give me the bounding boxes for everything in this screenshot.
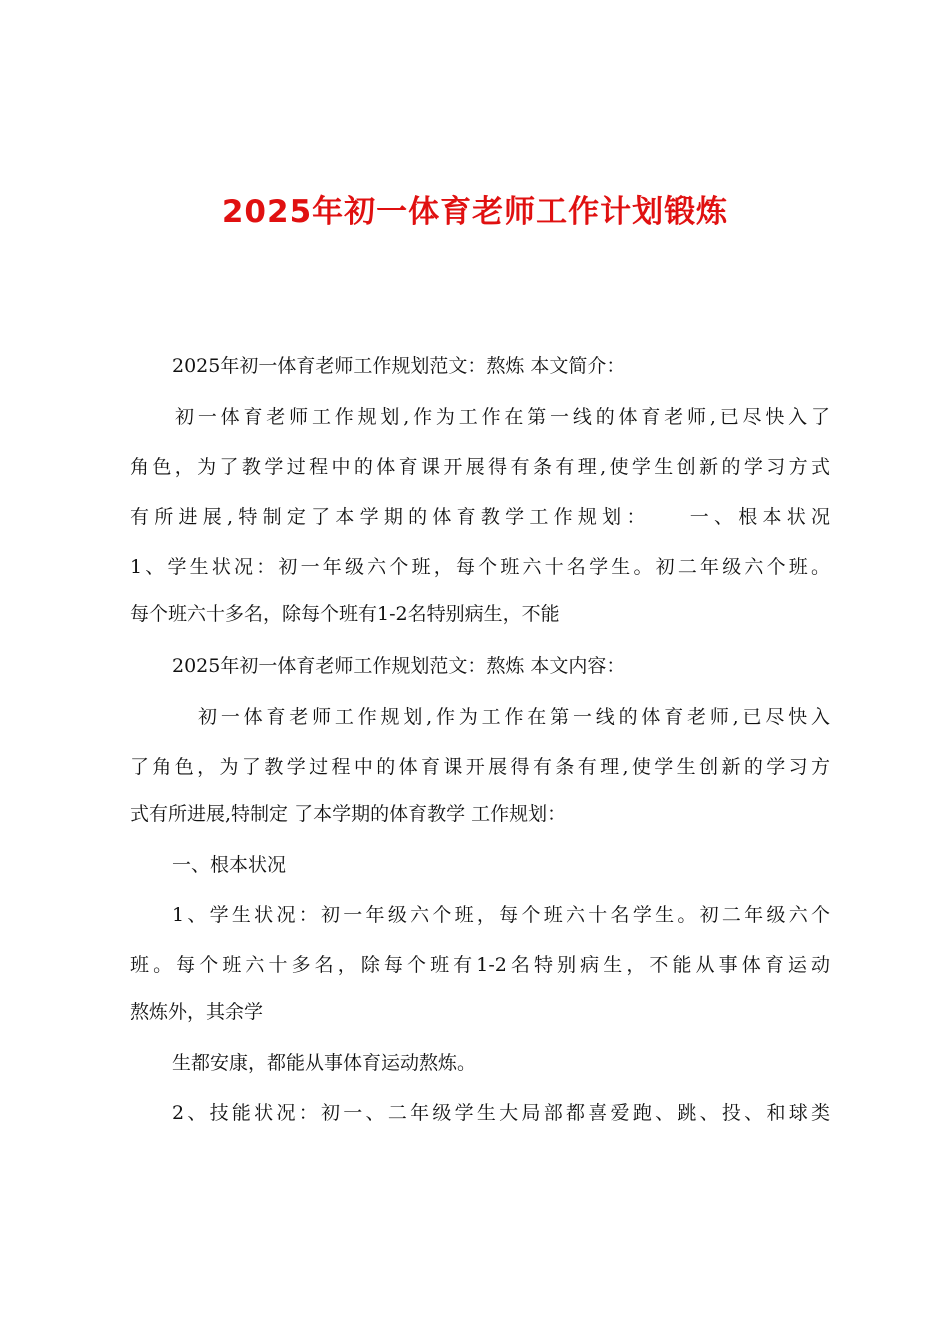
- section-heading-basic-situation: 一、根本状况: [172, 854, 287, 876]
- summary-line-5: 每个班六十多名，除每个班有1-2名特别病生，不能: [130, 603, 560, 625]
- content-heading: 2025年初一体育老师工作规划范文：熬炼 本文内容：: [172, 655, 626, 677]
- student-situation-line-2: 班。每个班六十多名，除每个班有1-2名特别病生，不能从事体育运动: [130, 954, 830, 976]
- summary-line-4: 1、学生状况：初一年级六个班，每个班六十名学生。初二年级六个班。: [130, 556, 830, 578]
- summary-line-3: 有所进展,特制定了本学期的体育教学工作规划： 一、根本状况: [130, 506, 830, 528]
- summary-heading: 2025年初一体育老师工作规划范文：熬炼 本文简介：: [172, 355, 626, 377]
- student-situation-line-1: 1、学生状况：初一年级六个班，每个班六十名学生。初二年级六个: [172, 904, 830, 926]
- student-situation-line-3: 熬炼外，其余学: [130, 1001, 264, 1023]
- content-line-3: 式有所进展,特制定 了本学期的体育教学 工作规划：: [130, 803, 567, 825]
- content-line-2: 了角色，为了教学过程中的体育课开展得有条有理,使学生创新的学习方: [130, 756, 830, 778]
- summary-line-2: 角色，为了教学过程中的体育课开展得有条有理,使学生创新的学习方式: [130, 456, 830, 478]
- student-situation-line-4: 生都安康，都能从事体育运动熬炼。: [172, 1052, 477, 1074]
- skill-situation-line-1: 2、技能状况：初一、二年级学生大局部都喜爱跑、跳、投、和球类: [172, 1102, 830, 1124]
- content-line-1: 初一体育老师工作规划,作为工作在第一线的体育老师,已尽快入: [198, 706, 830, 728]
- document-title: 2025年初一体育老师工作计划锻炼: [221, 194, 729, 230]
- summary-line-1: 初一体育老师工作规划,作为工作在第一线的体育老师,已尽快入了: [175, 406, 830, 428]
